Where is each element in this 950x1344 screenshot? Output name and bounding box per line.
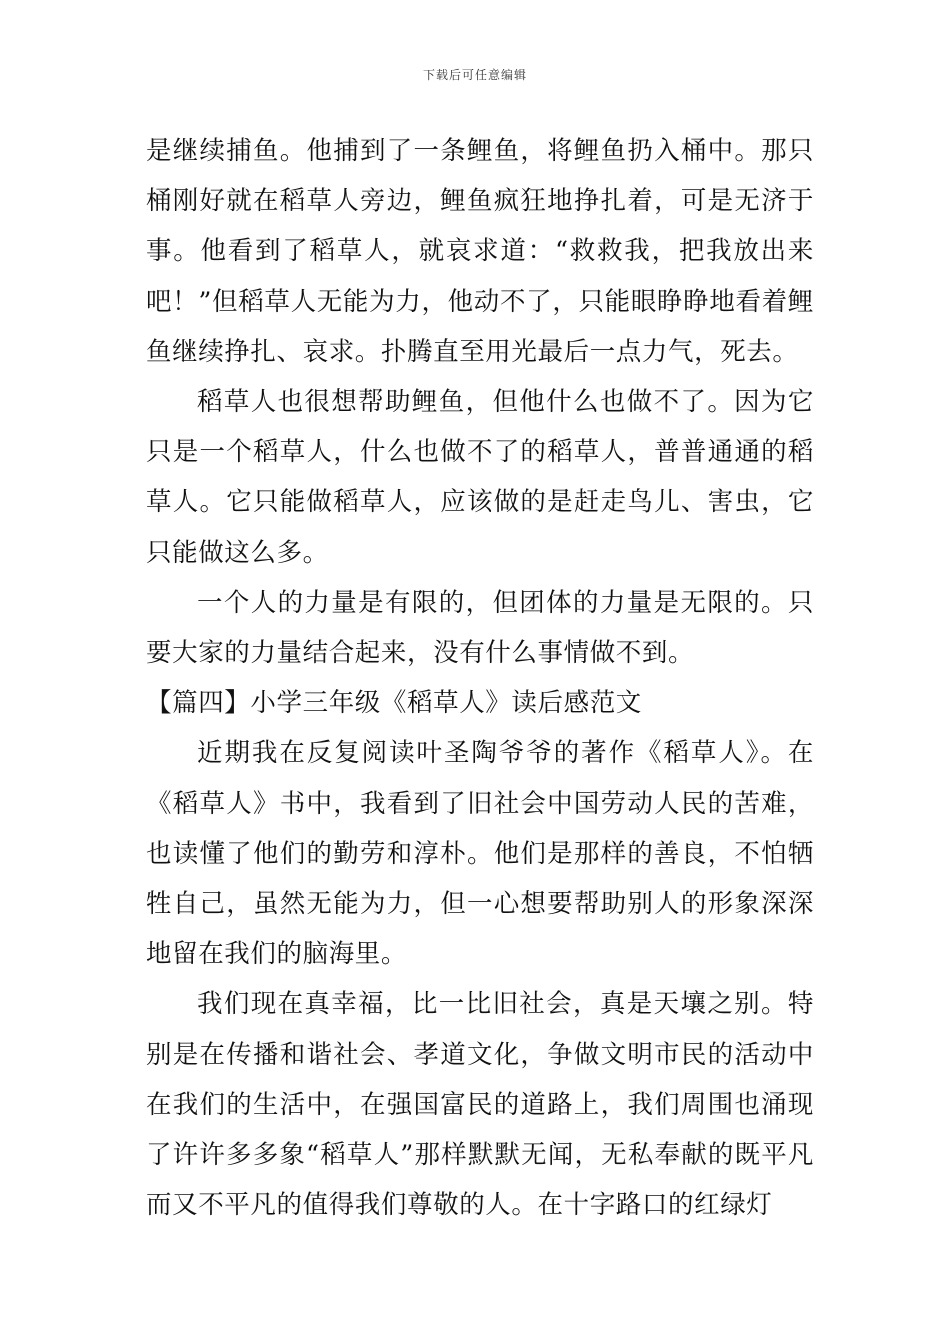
paragraph-1: 是继续捕鱼。他捕到了一条鲤鱼，将鲤鱼扔入桶中。那只桶刚好就在稻草人旁边，鲤鱼疯狂地挣扎着，可是无济于事。他看到了稻草人，就哀求道：“救救我，把我放出来吧！”但稻草人无能为力，他动不了，只能眼睁睁地看着鲤鱼继续挣扎、哀求。扑腾直至用光最后一点力气，死去。	[146, 136, 814, 367]
section-heading: 【篇四】小学三年级《稻草人》读后感范文	[146, 688, 642, 719]
paragraph-2: 稻草人也很想帮助鲤鱼，但他什么也做不了。因为它只是一个稻草人，什么也做不了的稻草人，普普通通的稻草人。它只能做稻草人，应该做的是赶走鸟儿、害虫，它只能做这么多。	[146, 387, 814, 568]
paragraph-5: 我们现在真幸福，比一比旧社会，真是天壤之别。特别是在传播和谐社会、孝道文化，争做文明市民的活动中在我们的生活中，在强国富民的道路上，我们周围也涌现了许许多多象“稻草人”那样默默无闻，无私奉献的既平凡而又不平凡的值得我们尊敬的人。在十字路口的红绿灯	[146, 989, 814, 1221]
header-note: 下载后可任意编辑	[422, 68, 527, 82]
paragraph-3: 一个人的力量是有限的，但团体的力量是无限的。只要大家的力量结合起来，没有什么事情做不到。	[146, 587, 814, 669]
paragraph-4: 近期我在反复阅读叶圣陶爷爷的著作《稻草人》。在《稻草人》书中，我看到了旧社会中国劳动人民的苦难，也读懂了他们的勤劳和淳朴。他们是那样的善良，不怕牺牲自己，虽然无能为力，但一心想要帮助别人的形象深深地留在我们的脑海里。	[146, 738, 814, 970]
document-body	[146, 126, 814, 1230]
